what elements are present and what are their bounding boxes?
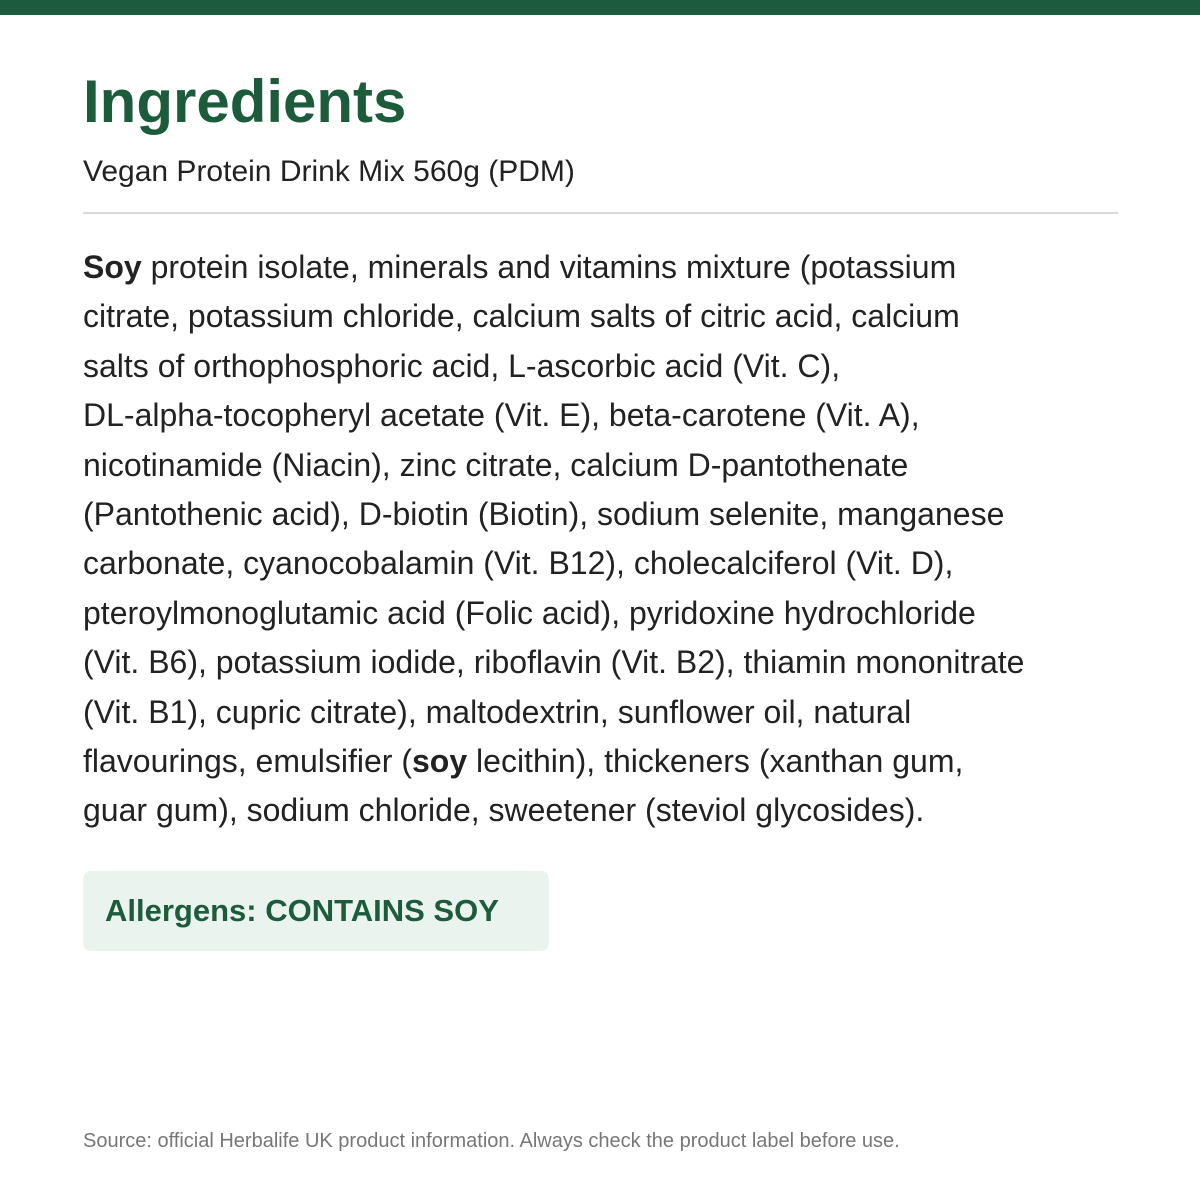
ingredients-line: citrate, potassium chloride, calcium salts of citric acid, calcium <box>83 298 960 335</box>
divider <box>83 212 1118 214</box>
ingredients-line: carbonate, cyanocobalamin (Vit. B12), cholecalciferol (Vit. D), <box>83 545 954 582</box>
ingredients-text: lecithin), thickeners (xanthan gum, <box>467 743 964 780</box>
ingredients-line: pteroylmonoglutamic acid (Folic acid), pyridoxine hydrochloride <box>83 594 976 631</box>
ingredients-line: (Vit. B1), cupric citrate), maltodextrin, sunflower oil, natural <box>83 693 912 730</box>
top-accent-bar <box>0 0 1200 15</box>
ingredients-line: DL-alpha-tocopheryl acetate (Vit. E), beta-carotene (Vit. A), <box>83 397 920 434</box>
ingredients-line <box>83 243 1118 292</box>
allergen-highlight: soy <box>412 743 468 780</box>
source-note: Source: official Herbalife UK product information. Always check the product label before use. <box>83 1130 900 1152</box>
ingredients-line <box>83 737 1118 786</box>
ingredients-line: (Pantothenic acid), D-biotin (Biotin), sodium selenite, manganese <box>83 496 1005 533</box>
ingredients-line: nicotinamide (Niacin), zinc citrate, calcium D-pantothenate <box>83 446 909 483</box>
allergen-callout <box>83 871 549 951</box>
ingredients-line: guar gum), sodium chloride, sweetener (steviol glycosides). <box>83 792 925 829</box>
ingredients-text: flavourings, emulsifier ( <box>83 743 412 780</box>
ingredients-line: (Vit. B6), potassium iodide, riboflavin (Vit. B2), thiamin mononitrate <box>83 644 1025 681</box>
ingredients-list <box>83 243 1118 836</box>
product-name: Vegan Protein Drink Mix 560g (PDM) <box>83 155 575 188</box>
allergen-label: Allergens: CONTAINS SOY <box>105 893 499 928</box>
ingredients-line: salts of orthophosphoric acid, L-ascorbic acid (Vit. C), <box>83 347 841 384</box>
page-title: Ingredients <box>83 68 407 135</box>
allergen-highlight: Soy <box>83 249 142 285</box>
ingredients-text: protein isolate, minerals and vitamins mixture (potassium <box>141 249 957 285</box>
